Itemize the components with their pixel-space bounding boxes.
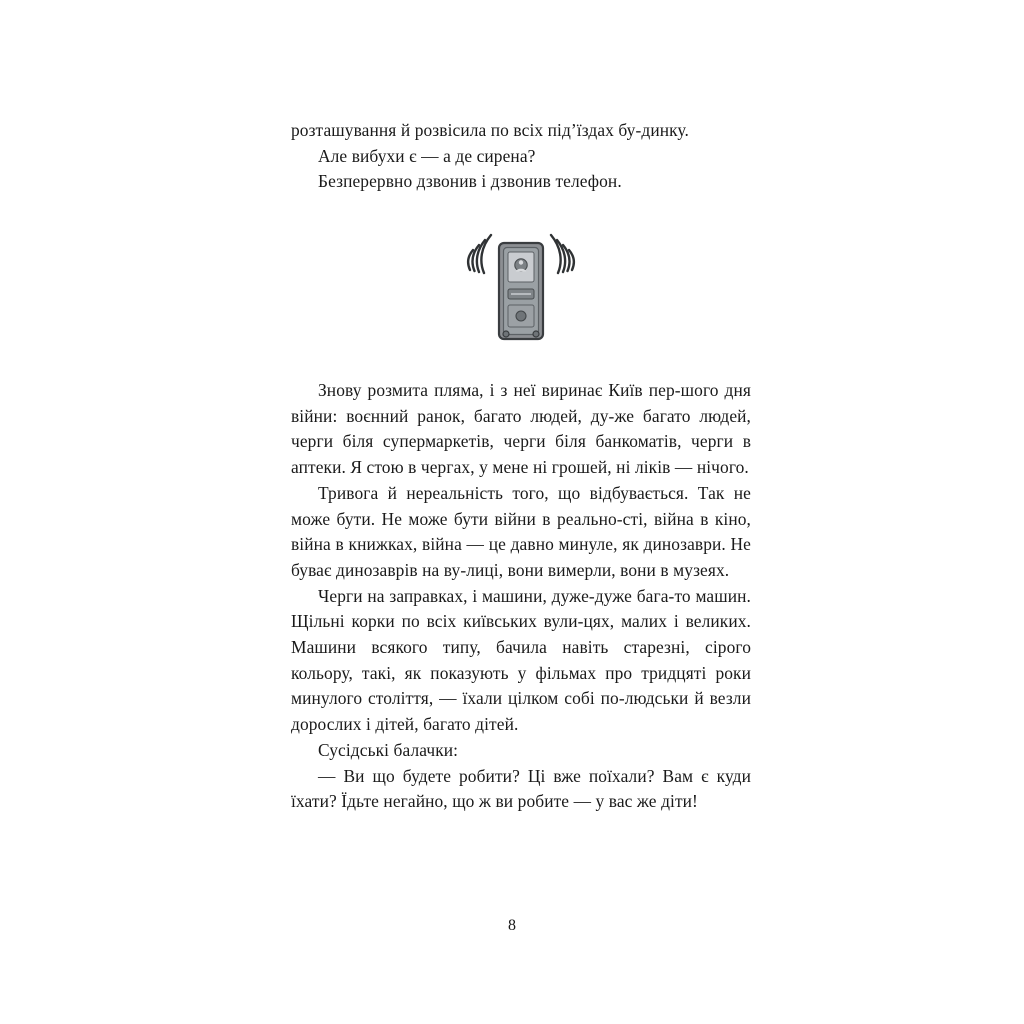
figure-graphic [451,221,591,351]
paragraph: Знову розмита пляма, і з неї виринає Київ пер-шого дня війни: воєнний ранок, багато людей, ду-же багато людей, черги біля супермаркетів, черги біля банкоматів, черги в аптеки. Я стою в чергах, у мене ні грошей, ні ліків — нічого. [291,380,751,478]
paragraph: розташування й розвісила по всіх під’їздах бу-динку. [291,120,689,140]
bottom-text-block [291,378,751,815]
paragraph: Безперервно дзвонив і дзвонив телефон. [318,171,622,192]
top-text-block [291,118,751,395]
paragraph: Але вибухи є — а де сирена? [318,145,536,166]
page-number: 8 [508,917,516,934]
paragraph: Сусідські балачки: [318,739,459,760]
phone-icon [451,221,591,351]
ringing-intercom-phone-illustration [291,221,751,371]
paragraph: Черги на заправках, і машини, дуже-дуже бага-то машин. Щільні корки по всіх київських вули-цях, малих і великих. Машини всякого типу, бачила навіть старезні, сірого кольору, такі, як показують у фільмах про тридцяті роки минулого століття, — їхали цілком собі по-людськи й везли дорослих і дітей, багато дітей. [291,585,751,735]
paragraph: — Ви що будете робити? Ці вже поїхали? Вам є куди їхати? Їдьте негайно, що ж ви робите — у вас же діти! [291,765,751,812]
paragraph: Тривога й нереальність того, що відбувається. Так не може бути. Не може бути війни в реально-сті, війна в кіно, війна в книжках, війна — це давно минуле, як динозаври. Не буває динозаврів на ву-лиці, вони вимерли, вони в музеях. [291,482,751,580]
